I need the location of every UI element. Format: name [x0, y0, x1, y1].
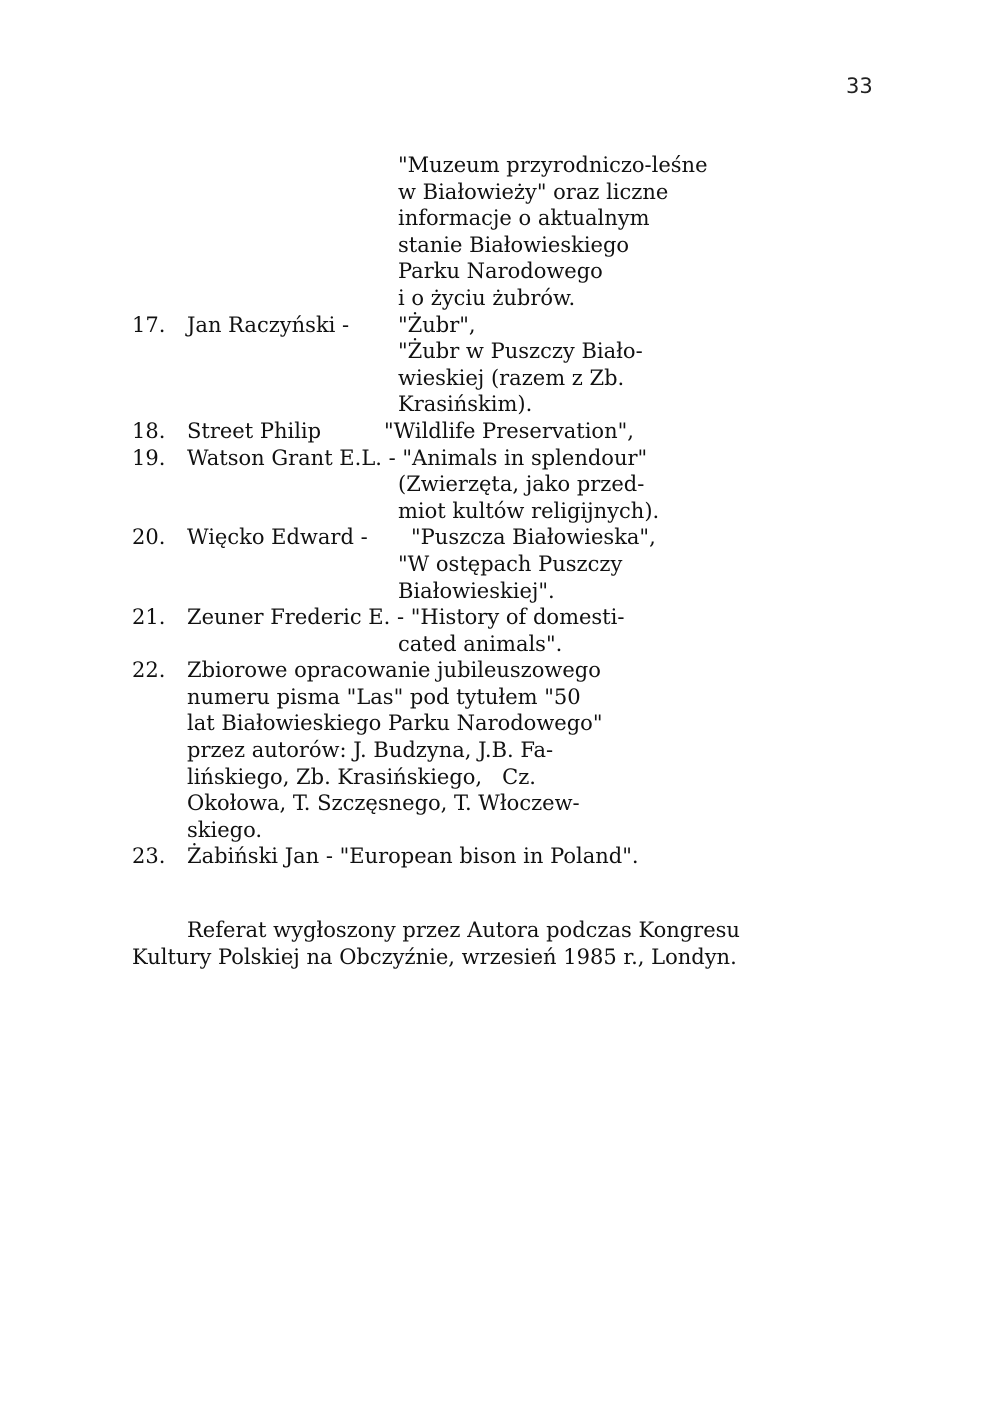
item-number: 21. [132, 605, 166, 630]
item-number: 22. [132, 658, 166, 683]
page-number: 33 [846, 74, 873, 98]
referat-line-1: Referat wygłoszony przez Autora podczas Kongresu [187, 918, 740, 942]
referat-note [132, 917, 877, 970]
item-number: 20. [132, 525, 166, 550]
item-author: Więcko Edward - [187, 525, 368, 550]
item-title: "Żubr", [398, 312, 476, 337]
item-number: 19. [132, 445, 166, 470]
item-title: "Puszcza Białowieska", [411, 525, 656, 550]
item-author: Street Philip [187, 418, 322, 443]
item-entry: Żabiński Jan - "European bison in Poland". [187, 844, 639, 869]
list-item-21 [132, 604, 852, 631]
list-item-continuation: "Muzeum przyrodniczo-leśne [398, 153, 708, 177]
item-number: 18. [132, 418, 166, 443]
item-entry: Watson Grant E.L. - "Animals in splendour" [187, 445, 648, 470]
referat-line-2: Kultury Polskiej na Obczyźnie, wrzesień 1985 r., Londyn. [132, 944, 737, 969]
list-item-22 [132, 657, 852, 684]
item-author: Jan Raczyński - [187, 312, 350, 337]
item-title: "Wildlife Preservation", [384, 418, 634, 443]
item-number: 23. [132, 844, 166, 869]
list-item-18 [132, 418, 852, 445]
list-item-19 [132, 445, 852, 472]
list-item-20 [132, 524, 852, 551]
item-entry: Zeuner Frederic E. - "History of domesti- [187, 605, 625, 630]
item-number: 17. [132, 312, 166, 337]
bibliography-list: "Muzeum przyrodniczo-leśne w Białowieży" oraz liczne informacje o aktualnym stanie Białowieskiego Parku Narodowego i o życiu żubrów. 17. Jan Raczyński - "Żubr", "Żubr w Puszczy Biało- wieskiej (razem z Zb. Krasińskim). 18. Street Philip "Wildlife Preservation", 19. Watson Grant E.L. - "Animals in splendour" (Zwierzęta, jako przed- miot kultów religijnych). 20. Więcko Edward - "Puszcza Białowieska", "W ostępach Puszczy Białowieskiej". 21. Zeuner Frederic E. - "History of domesti- cated animals". 22. Zbiorowe opracowanie jubileuszowego numeru pisma "Las" pod tytułem "50 lat Białowieskiego Parku Narodowego" przez autorów: J. Budzyna, J.B. Fa- lińskiego, Zb. Krasińskiego, Cz. Okołowa, T. Szczęsnego, T. Włoczew- skiego. 23. Żabiński Jan - "European bison in Poland". [132, 152, 852, 870]
list-item-23 [132, 843, 852, 870]
list-item-17 [132, 312, 852, 339]
item-entry: Zbiorowe opracowanie jubileuszowego [187, 658, 601, 683]
